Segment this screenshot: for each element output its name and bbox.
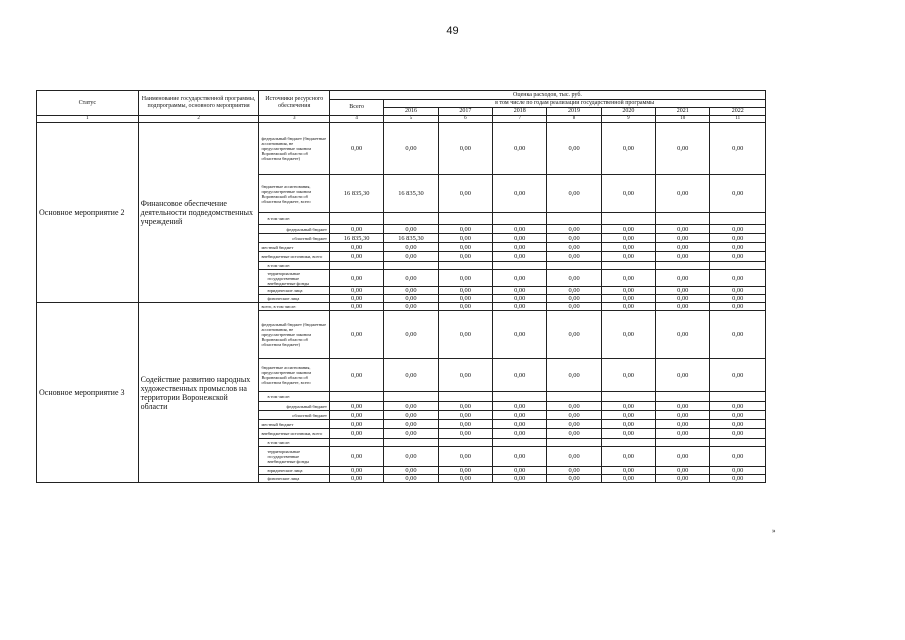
closing-quote: »	[772, 527, 776, 535]
value-year-cell	[493, 262, 547, 270]
value-total-cell	[329, 439, 383, 447]
value-year-cell: 0,00	[493, 359, 547, 392]
value-total-cell: 0,00	[329, 411, 383, 420]
value-total-cell: 0,00	[329, 429, 383, 439]
value-year-cell: 0,00	[438, 359, 492, 392]
value-year-cell	[438, 439, 492, 447]
value-year-cell: 0,00	[656, 123, 710, 175]
value-year-cell: 0,00	[438, 475, 492, 483]
value-year-cell: 0,00	[384, 447, 438, 467]
value-total-cell: 16 835,30	[329, 175, 383, 213]
column-number: 5	[384, 116, 438, 123]
value-year-cell: 0,00	[656, 311, 710, 359]
value-year-cell: 0,00	[601, 287, 655, 295]
value-total-cell: 0,00	[329, 270, 383, 287]
page-number: 49	[446, 25, 459, 37]
value-year-cell: 0,00	[601, 234, 655, 243]
value-year-cell	[547, 439, 601, 447]
value-total-cell: 0,00	[329, 243, 383, 252]
value-year-cell	[656, 213, 710, 225]
value-year-cell: 0,00	[710, 270, 766, 287]
value-year-cell: 0,00	[710, 252, 766, 262]
value-year-cell: 0,00	[438, 420, 492, 429]
value-year-cell: 0,00	[547, 287, 601, 295]
source-cell: бюджетные ассигнования, предусмотренные законом Воронежской области об областном бюджете, всего	[259, 359, 329, 392]
column-number: 1	[37, 116, 139, 123]
value-year-cell: 0,00	[438, 402, 492, 411]
value-year-cell: 0,00	[384, 295, 438, 303]
value-year-cell: 0,00	[438, 270, 492, 287]
value-year-cell: 0,00	[493, 234, 547, 243]
source-cell: территориальные государственные внебюджетные фонды	[259, 270, 329, 287]
value-year-cell: 0,00	[547, 420, 601, 429]
header-status: Статус	[37, 91, 139, 116]
value-year-cell: 0,00	[656, 225, 710, 234]
value-year-cell: 0,00	[493, 420, 547, 429]
value-year-cell: 0,00	[547, 270, 601, 287]
source-cell: внебюджетные источники, всего	[259, 429, 329, 439]
value-total-cell: 0,00	[329, 402, 383, 411]
value-year-cell: 0,00	[601, 252, 655, 262]
source-cell: юридические лица	[259, 287, 329, 295]
value-year-cell: 0,00	[438, 252, 492, 262]
source-cell: физические лица	[259, 295, 329, 303]
value-year-cell: 0,00	[438, 243, 492, 252]
value-year-cell: 0,00	[438, 175, 492, 213]
row-status: Основное мероприятие 2	[37, 123, 139, 303]
column-number: 11	[710, 116, 766, 123]
source-cell: в том числе:	[259, 213, 329, 225]
source-cell: федеральный бюджет	[259, 225, 329, 234]
value-year-cell: 0,00	[438, 123, 492, 175]
column-number: 6	[438, 116, 492, 123]
value-year-cell: 0,00	[601, 303, 655, 311]
value-year-cell: 0,00	[656, 295, 710, 303]
value-year-cell: 0,00	[384, 411, 438, 420]
value-year-cell	[384, 392, 438, 402]
value-year-cell: 0,00	[656, 429, 710, 439]
value-year-cell: 0,00	[493, 123, 547, 175]
value-year-cell: 0,00	[656, 270, 710, 287]
value-year-cell	[656, 392, 710, 402]
value-year-cell: 0,00	[547, 311, 601, 359]
value-year-cell	[601, 262, 655, 270]
value-year-cell: 0,00	[710, 287, 766, 295]
value-total-cell: 0,00	[329, 287, 383, 295]
value-year-cell: 0,00	[710, 175, 766, 213]
value-year-cell: 0,00	[601, 311, 655, 359]
value-year-cell: 0,00	[384, 467, 438, 475]
value-total-cell: 0,00	[329, 475, 383, 483]
value-total-cell: 0,00	[329, 359, 383, 392]
header-by-years: в том числе по годам реализации государственной программы	[384, 100, 766, 108]
value-year-cell: 0,00	[601, 467, 655, 475]
value-year-cell: 0,00	[384, 225, 438, 234]
source-cell: в том числе:	[259, 392, 329, 402]
value-year-cell: 0,00	[710, 295, 766, 303]
value-year-cell: 0,00	[438, 225, 492, 234]
resource-table	[36, 90, 766, 483]
value-year-cell: 0,00	[547, 295, 601, 303]
header-year: 2018	[493, 108, 547, 116]
value-year-cell: 0,00	[493, 303, 547, 311]
value-year-cell	[710, 392, 766, 402]
value-year-cell: 0,00	[601, 270, 655, 287]
value-year-cell: 0,00	[656, 402, 710, 411]
value-total-cell: 0,00	[329, 295, 383, 303]
value-year-cell: 0,00	[493, 287, 547, 295]
value-year-cell: 0,00	[493, 411, 547, 420]
value-year-cell: 0,00	[710, 225, 766, 234]
value-year-cell: 0,00	[547, 475, 601, 483]
value-year-cell: 0,00	[384, 270, 438, 287]
value-year-cell: 0,00	[493, 225, 547, 234]
value-year-cell: 0,00	[656, 420, 710, 429]
value-year-cell: 0,00	[438, 287, 492, 295]
value-year-cell: 0,00	[601, 359, 655, 392]
value-year-cell: 0,00	[601, 447, 655, 467]
column-number: 8	[547, 116, 601, 123]
value-year-cell	[547, 213, 601, 225]
value-year-cell: 0,00	[438, 295, 492, 303]
value-total-cell: 0,00	[329, 467, 383, 475]
value-year-cell: 0,00	[384, 311, 438, 359]
source-cell: федеральный бюджет	[259, 402, 329, 411]
value-year-cell: 0,00	[710, 402, 766, 411]
table-row	[37, 303, 766, 311]
value-year-cell: 0,00	[710, 123, 766, 175]
source-cell: местный бюджет	[259, 420, 329, 429]
row-status: Основное мероприятие 3	[37, 303, 139, 483]
source-cell: всего, в том числе:	[259, 303, 329, 311]
value-year-cell	[547, 262, 601, 270]
value-total-cell: 0,00	[329, 420, 383, 429]
value-year-cell: 16 835,30	[384, 175, 438, 213]
value-year-cell: 0,00	[710, 475, 766, 483]
value-year-cell: 0,00	[493, 402, 547, 411]
value-year-cell: 0,00	[710, 311, 766, 359]
value-year-cell: 0,00	[547, 225, 601, 234]
value-year-cell: 0,00	[710, 359, 766, 392]
column-number: 10	[656, 116, 710, 123]
value-year-cell: 0,00	[547, 303, 601, 311]
value-year-cell	[438, 392, 492, 402]
value-total-cell: 0,00	[329, 311, 383, 359]
value-year-cell: 0,00	[547, 234, 601, 243]
value-year-cell: 0,00	[601, 475, 655, 483]
value-year-cell: 0,00	[547, 243, 601, 252]
value-year-cell: 0,00	[547, 447, 601, 467]
value-year-cell: 0,00	[601, 429, 655, 439]
value-year-cell	[384, 439, 438, 447]
header-year: 2021	[656, 108, 710, 116]
value-year-cell: 0,00	[601, 243, 655, 252]
value-year-cell: 0,00	[493, 175, 547, 213]
value-year-cell: 0,00	[656, 175, 710, 213]
column-number: 2	[138, 116, 259, 123]
column-number: 7	[493, 116, 547, 123]
value-year-cell	[384, 262, 438, 270]
value-total-cell: 0,00	[329, 303, 383, 311]
value-year-cell	[493, 213, 547, 225]
value-year-cell: 0,00	[438, 311, 492, 359]
value-year-cell: 0,00	[656, 411, 710, 420]
header-year: 2019	[547, 108, 601, 116]
value-year-cell: 0,00	[384, 287, 438, 295]
value-year-cell: 0,00	[438, 447, 492, 467]
value-total-cell: 0,00	[329, 225, 383, 234]
value-year-cell: 0,00	[710, 411, 766, 420]
value-total-cell	[329, 213, 383, 225]
value-year-cell: 0,00	[547, 402, 601, 411]
value-year-cell: 0,00	[710, 234, 766, 243]
value-year-cell: 0,00	[710, 420, 766, 429]
value-year-cell	[601, 213, 655, 225]
value-year-cell	[656, 262, 710, 270]
value-year-cell: 0,00	[547, 175, 601, 213]
value-year-cell: 0,00	[656, 447, 710, 467]
value-year-cell: 0,00	[384, 475, 438, 483]
value-year-cell: 0,00	[710, 447, 766, 467]
header-name: Наименование государственной программы, подпрограммы, основного мероприятия	[138, 91, 259, 116]
value-year-cell: 0,00	[493, 447, 547, 467]
source-cell: внебюджетные источники, всего	[259, 252, 329, 262]
header-estimate: Оценка расходов, тыс. руб.	[329, 91, 765, 100]
value-year-cell: 0,00	[547, 252, 601, 262]
value-year-cell: 0,00	[547, 123, 601, 175]
value-year-cell: 0,00	[547, 359, 601, 392]
value-year-cell: 0,00	[601, 295, 655, 303]
value-year-cell: 0,00	[493, 311, 547, 359]
header-year: 2016	[384, 108, 438, 116]
value-year-cell: 0,00	[384, 303, 438, 311]
value-year-cell: 0,00	[438, 467, 492, 475]
source-cell: бюджетные ассигнования, предусмотренные законом Воронежской области об областном бюджете, всего	[259, 175, 329, 213]
source-cell: физические лица	[259, 475, 329, 483]
value-year-cell: 0,00	[601, 175, 655, 213]
value-year-cell: 16 835,30	[384, 234, 438, 243]
source-cell: областной бюджет	[259, 234, 329, 243]
value-year-cell: 0,00	[656, 359, 710, 392]
column-number: 9	[601, 116, 655, 123]
value-year-cell: 0,00	[493, 243, 547, 252]
value-year-cell	[493, 439, 547, 447]
source-cell: областной бюджет	[259, 411, 329, 420]
value-year-cell: 0,00	[656, 287, 710, 295]
header-sources: Источники ресурсного обеспечения	[259, 91, 329, 116]
value-year-cell: 0,00	[384, 123, 438, 175]
value-year-cell: 0,00	[547, 411, 601, 420]
value-year-cell	[601, 439, 655, 447]
value-total-cell: 0,00	[329, 447, 383, 467]
value-year-cell: 0,00	[384, 359, 438, 392]
value-year-cell	[438, 213, 492, 225]
value-year-cell: 0,00	[710, 243, 766, 252]
value-total-cell	[329, 392, 383, 402]
row-name: Финансовое обеспечение деятельности подведомственных учреждений	[138, 123, 259, 303]
value-year-cell: 0,00	[656, 467, 710, 475]
value-year-cell: 0,00	[601, 402, 655, 411]
value-year-cell	[493, 392, 547, 402]
value-year-cell: 0,00	[601, 420, 655, 429]
value-year-cell: 0,00	[384, 429, 438, 439]
value-year-cell: 0,00	[384, 402, 438, 411]
column-number: 4	[329, 116, 383, 123]
value-year-cell	[710, 262, 766, 270]
value-year-cell: 0,00	[710, 429, 766, 439]
source-cell: местный бюджет	[259, 243, 329, 252]
value-year-cell	[656, 439, 710, 447]
value-year-cell: 0,00	[601, 123, 655, 175]
value-year-cell	[438, 262, 492, 270]
value-year-cell: 0,00	[384, 243, 438, 252]
header-year: 2020	[601, 108, 655, 116]
source-cell: федеральный бюджет (бюджетные ассигнования, не предусмотренные законом Воронежской области об областном бюджете)	[259, 123, 329, 175]
value-year-cell	[547, 392, 601, 402]
source-cell: в том числе:	[259, 439, 329, 447]
value-year-cell: 0,00	[438, 429, 492, 439]
value-year-cell	[384, 213, 438, 225]
value-year-cell: 0,00	[438, 411, 492, 420]
value-year-cell: 0,00	[493, 252, 547, 262]
value-year-cell: 0,00	[493, 429, 547, 439]
value-year-cell: 0,00	[547, 467, 601, 475]
source-cell: юридические лица	[259, 467, 329, 475]
value-year-cell: 0,00	[656, 252, 710, 262]
source-cell: в том числе:	[259, 262, 329, 270]
value-year-cell: 0,00	[493, 270, 547, 287]
value-year-cell: 0,00	[493, 467, 547, 475]
value-year-cell: 0,00	[656, 303, 710, 311]
table-row	[37, 123, 766, 175]
value-year-cell: 0,00	[438, 303, 492, 311]
value-year-cell: 0,00	[601, 411, 655, 420]
value-year-cell: 0,00	[547, 429, 601, 439]
value-year-cell: 0,00	[384, 252, 438, 262]
value-year-cell: 0,00	[656, 243, 710, 252]
value-total-cell: 0,00	[329, 252, 383, 262]
value-year-cell	[710, 213, 766, 225]
value-year-cell: 0,00	[384, 420, 438, 429]
source-cell: территориальные государственные внебюджетные фонды	[259, 447, 329, 467]
value-year-cell: 0,00	[656, 475, 710, 483]
column-number: 3	[259, 116, 329, 123]
header-total: Всего	[329, 100, 383, 116]
value-year-cell: 0,00	[710, 303, 766, 311]
value-year-cell: 0,00	[438, 234, 492, 243]
value-year-cell: 0,00	[710, 467, 766, 475]
row-name: Содействие развитию народных художественных промыслов на территории Воронежской области	[138, 303, 259, 483]
value-year-cell	[601, 392, 655, 402]
header-year: 2022	[710, 108, 766, 116]
value-year-cell: 0,00	[493, 295, 547, 303]
header-year: 2017	[438, 108, 492, 116]
value-year-cell	[710, 439, 766, 447]
source-cell: федеральный бюджет (бюджетные ассигнования, не предусмотренные законом Воронежской области об областном бюджете)	[259, 311, 329, 359]
value-total-cell: 16 835,30	[329, 234, 383, 243]
value-total-cell: 0,00	[329, 123, 383, 175]
value-year-cell: 0,00	[601, 225, 655, 234]
value-year-cell: 0,00	[656, 234, 710, 243]
value-year-cell: 0,00	[493, 475, 547, 483]
value-total-cell	[329, 262, 383, 270]
